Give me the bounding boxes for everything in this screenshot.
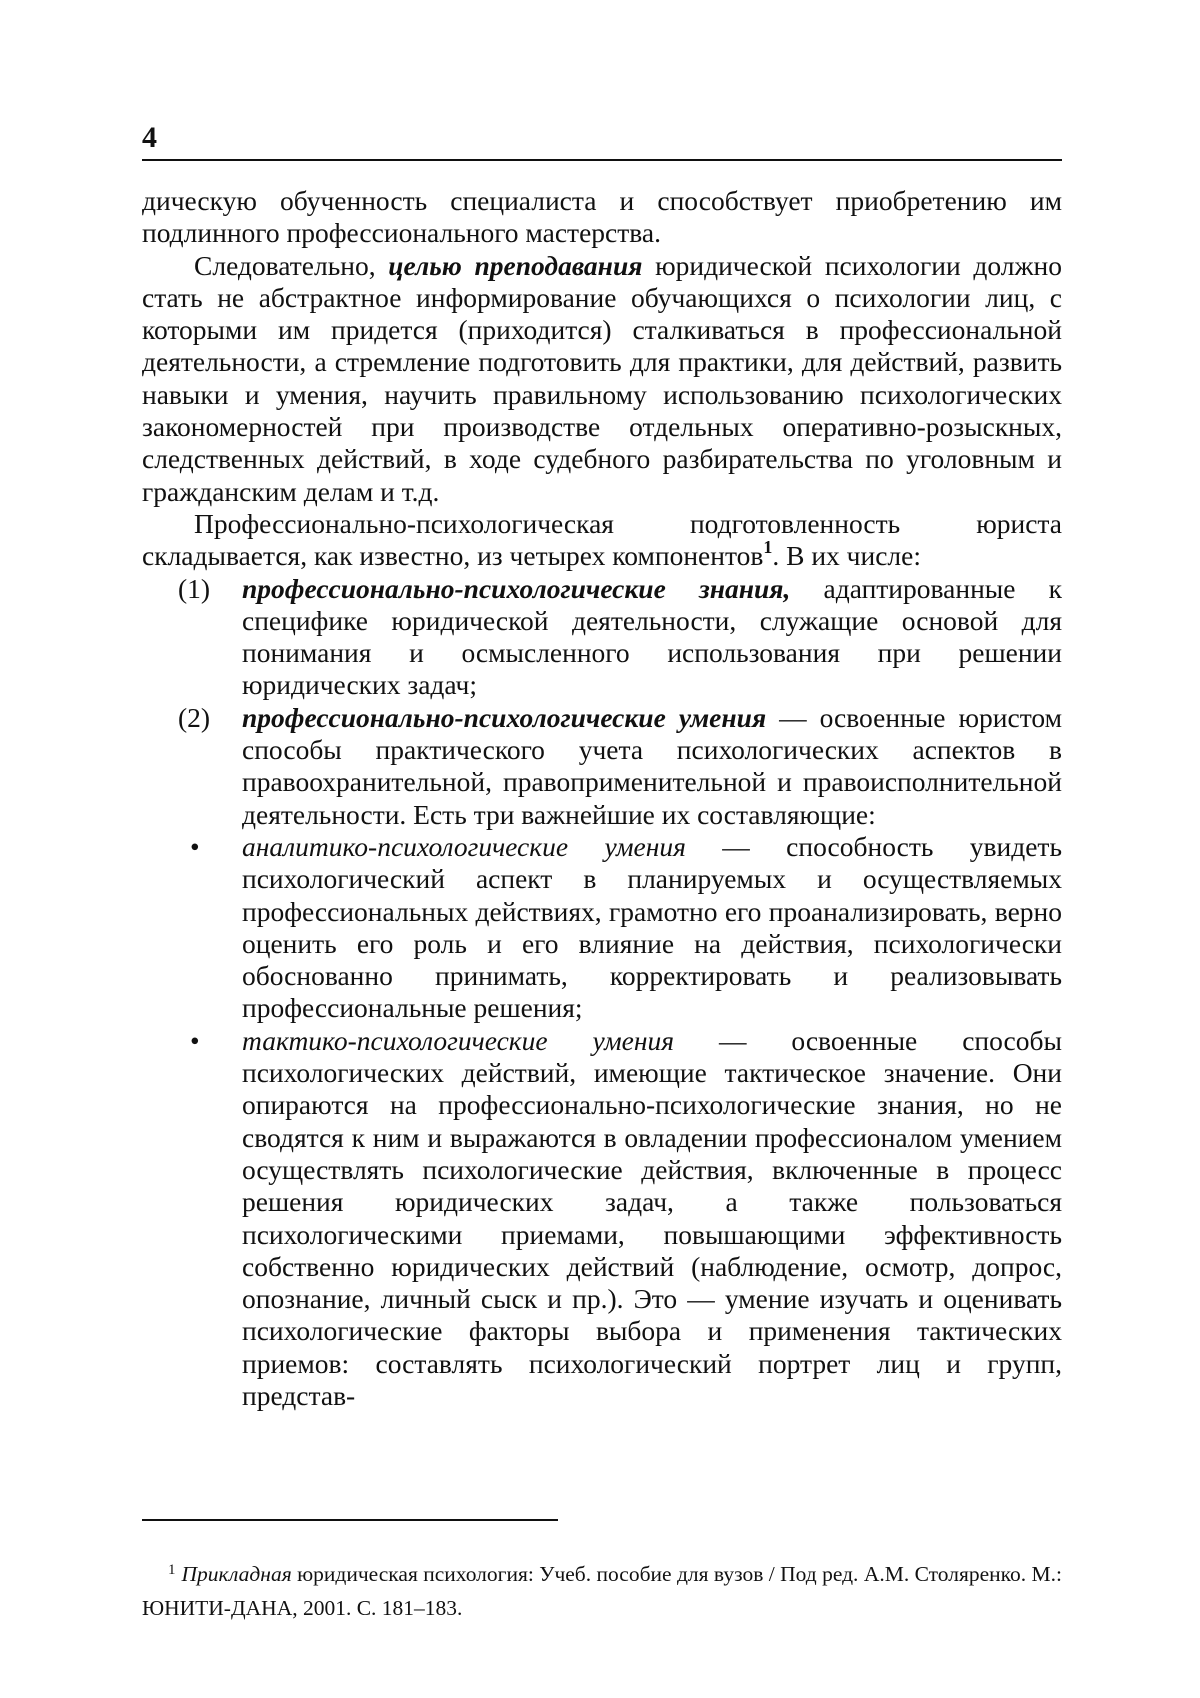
footnote — [142, 1559, 1062, 1624]
bullet-item-term: тактико-психологические умения — [242, 1025, 674, 1056]
list-item-marker: (2) — [178, 702, 210, 734]
bullet-item — [142, 831, 1062, 1025]
page-number: 4 — [142, 120, 157, 156]
paragraph-continuation: дическую обученность специалиста и способствует приобретению им подлинного профессионального мастерства. — [142, 185, 1062, 250]
bullet-item-text: — освоенные способы психологических действий, имеющие тактическое значение. Они опираются на профессионально-психологические знания, но не сводятся к ним и выражаются в овладении профессионалом умением осуществлять психологические действия, включенные в процесс решения юридических задач, а также пользоваться психологическими приемами, повышающими эффективность собственно юридических действий (наблюдение, осмотр, допрос, опознание, личный сыск и пр.). Это — умение изучать и оценивать психологические факторы выбора и применения тактических приемов: составлять психологический портрет лиц и групп, представ- — [242, 1025, 1062, 1411]
list-item-marker: (1) — [178, 573, 210, 605]
paragraph-components-tail: . В их числе: — [772, 540, 921, 571]
paragraph-components — [142, 508, 1062, 573]
paragraph-components-text: Профессионально-психологическая подготовленность юриста складывается, как известно, из четырех компонентов — [142, 508, 1062, 571]
bullet-item-text: — способность увидеть психологический аспект в планируемых и осуществляемых профессиональных действиях, грамотно его проанализировать, верно оценить его роль и его влияние на действия, психологически обоснованно принимать, корректировать и реализовывать профессиональные решения; — [242, 831, 1062, 1023]
bullet-marker: • — [190, 831, 200, 863]
list-item — [142, 573, 1062, 702]
bullet-marker: • — [190, 1025, 200, 1057]
footnote-text: юридическая психология: Учеб. пособие для вузов / Под ред. А.М. Столяренко. М.: ЮНИТИ-ДАНА, 2001. С. 181–183. — [142, 1562, 1062, 1620]
paragraph-goal-rest: юридической психологии должно стать не абстрактное информирование обучающихся о психологии лиц, с которыми им придется (приходится) сталкиваться в профессиональной деятельности, а стремление подготовить для практики, для действий, развить навыки и умения, научить правильному использованию психологических закономерностей при производстве отдельных оперативно-розыскных, следственных действий, в ходе судебного разбирательства по уголовным и гражданским делам и т.д. — [142, 250, 1062, 507]
paragraph-goal — [142, 250, 1062, 508]
list-item-text: адаптированные к специфике юридической деятельности, служащие основой для понимания и осмысленного использования при решении юридических задач; — [242, 573, 1062, 701]
goal-emphasis: целью преподавания — [388, 250, 642, 281]
list-item-term: профессионально-психологические знания, — [242, 573, 790, 604]
body-text — [142, 185, 1062, 1412]
footnote-reference: 1 — [763, 537, 772, 557]
footnote-mark: 1 — [168, 1562, 176, 1578]
paragraph-goal-lead: Следовательно, — [194, 250, 388, 281]
list-item-text: — освоенные юристом способы практического учета психологических аспектов в правоохранительной, правоприменительной и правоисполнительной деятельности. Есть три важнейшие их составляющие: — [242, 702, 1062, 830]
list-item-term: профессионально-психологические умения — [242, 702, 766, 733]
list-item — [142, 702, 1062, 831]
bullet-item — [142, 1025, 1062, 1413]
header-rule — [142, 159, 1062, 161]
footnote-rule — [142, 1519, 558, 1521]
footnote-emphasis: Прикладная — [182, 1562, 292, 1586]
bullet-item-term: аналитико-психологические умения — [242, 831, 686, 862]
